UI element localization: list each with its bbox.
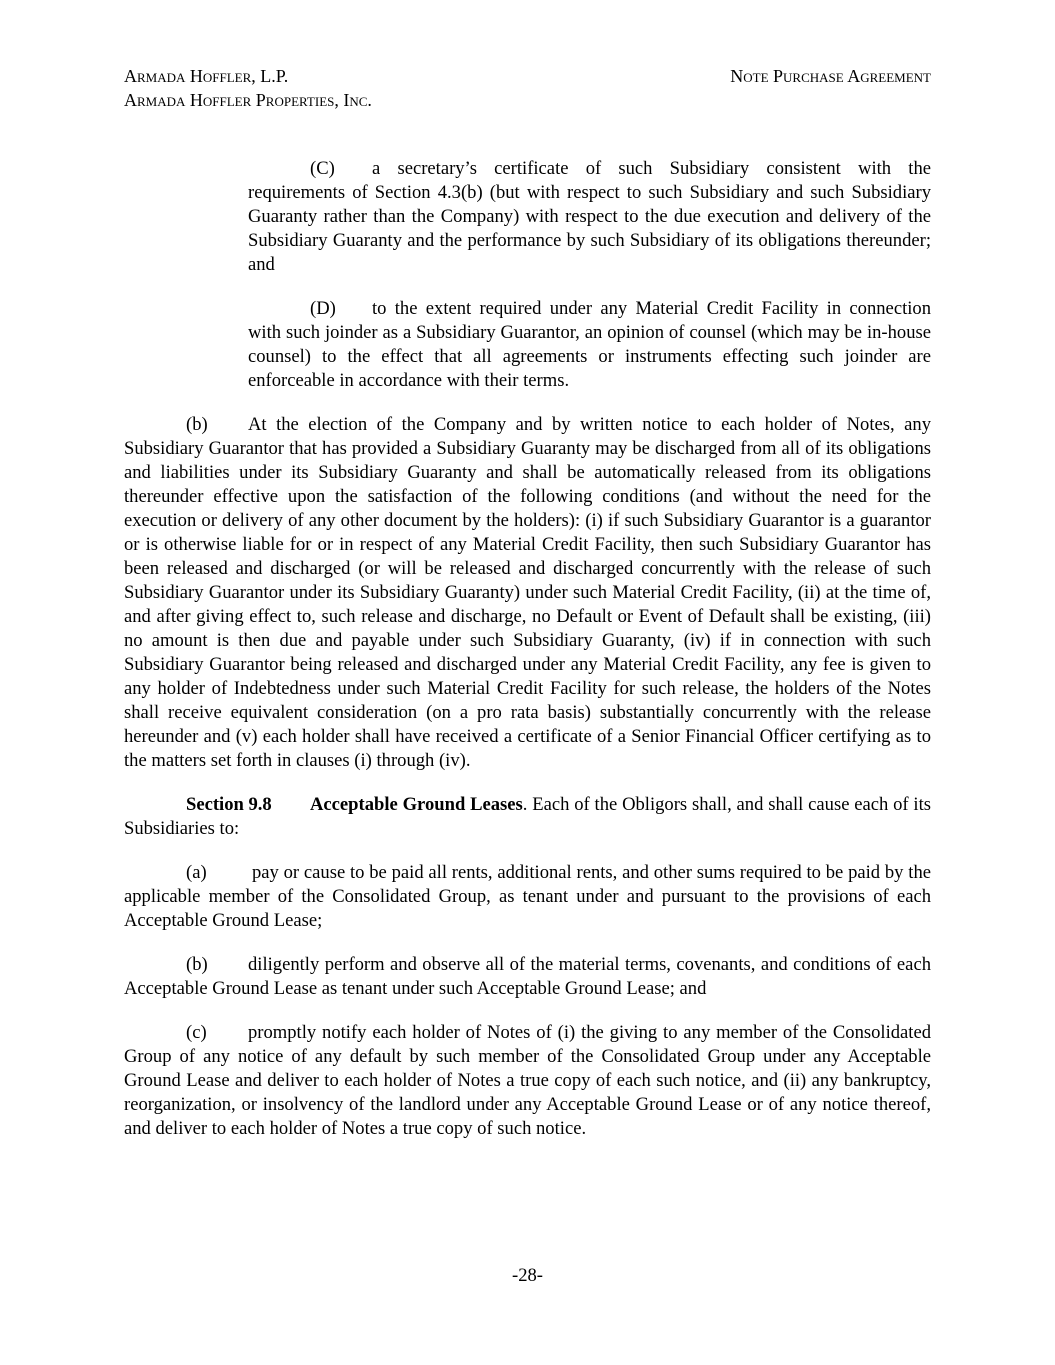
section-item-a-label: (a) [186,862,207,883]
section-item-a [124,861,931,933]
section-item-b-label: (b) [186,954,208,975]
header-company-line-1: Armada Hoffler, L.P. [124,66,289,86]
section-item-c-text: promptly notify each holder of Notes of (i) the giving to any member of the Consolidated Group of any notice of any default by such member of the Consolidated Group under any Acceptable Ground Lease and deliver to each holder of Notes a true copy of each such notice, and (ii) any bankruptcy, reorganization, or insolvency of the landlord under any Acceptable Ground Lease or of any notice thereof, and deliver to each holder of Notes a true copy of such notice. [124,1022,931,1139]
section-9-8-heading [124,793,931,841]
clause-c-label: (C) [310,158,335,179]
clause-d-label: (D) [310,298,336,319]
clause-c-text: a secretary’s certificate of such Subsidiary consistent with the requirements of Section 4.3(b) (but with respect to such Subsidiary and such Subsidiary Guaranty rather than the Company) with respect to the due execution and delivery of the Subsidiary Guaranty and the performance by such Subsidiary of its obligations thereunder; and [248,158,931,275]
section-item-a-text: pay or cause to be paid all rents, additional rents, and other sums required to be paid by the applicable member of the Consolidated Group, as tenant under and pursuant to the provisions of each Acceptable Ground Lease; [124,862,931,931]
section-title: Acceptable Ground Leases [310,794,523,815]
clause-b [124,413,931,773]
section-item-c [124,1021,931,1141]
page-number: -28- [512,1265,543,1286]
section-item-c-label: (c) [186,1022,207,1043]
document-body [124,157,931,1141]
section-number: Section 9.8 [186,794,272,815]
header-company-line-2: Armada Hoffler Properties, Inc. [124,90,372,110]
page-header-left [124,64,604,112]
clause-d-text: to the extent required under any Material Credit Facility in connection with such joinder as a Subsidiary Guarantor, an opinion of counsel (which may be in-house counsel) to the effect that all agreements or instruments effecting such joinder are enforceable in accordance with their terms. [248,298,931,391]
clause-c [248,157,931,277]
section-intro: . Each of the Obligors shall, and shall cause each of its Subsidiaries to: [124,794,932,839]
clause-d [248,297,931,393]
clause-b-text: At the election of the Company and by written notice to each holder of Notes, any Subsidiary Guarantor that has provided a Subsidiary Guaranty may be discharged from all of its obligations and liabilities under its Subsidiary Guaranty and shall be automatically released from its obligations thereunder effective upon the satisfaction of the following conditions (and without the need for the execution or delivery of any other document by the holders): (i) if such Subsidiary Guarantor is a guarantor or is otherwise liable for or in respect of any Material Credit Facility, then such Subsidiary Guarantor has been released and discharged (or will be released and discharged concurrently with the release of such Subsidiary Guarantor under its Subsidiary Guaranty) under such Material Credit Facility, (ii) at the time of, and after giving effect to, such release and discharge, no Default or Event of Default shall be existing, (iii) no amount is then due and payable under such Subsidiary Guaranty, (iv) if in connection with such Subsidiary Guarantor being released and discharged under any Material Credit Facility, any fee is given to any holder of Indebtedness under such Material Credit Facility for such release, the holders of the Notes shall receive equivalent consideration (on a pro rata basis) substantially concurrently with the release hereunder and (v) each holder shall have received a certificate of a Senior Financial Officer certifying as to the matters set forth in clauses (i) through (iv). [124,414,931,771]
clause-b-label: (b) [186,414,208,435]
section-item-b [124,953,931,1001]
header-document-title: Note Purchase Agreement [730,66,931,86]
section-item-b-text: diligently perform and observe all of the material terms, covenants, and conditions of each Acceptable Ground Lease as tenant under such Acceptable Ground Lease; and [124,954,931,999]
